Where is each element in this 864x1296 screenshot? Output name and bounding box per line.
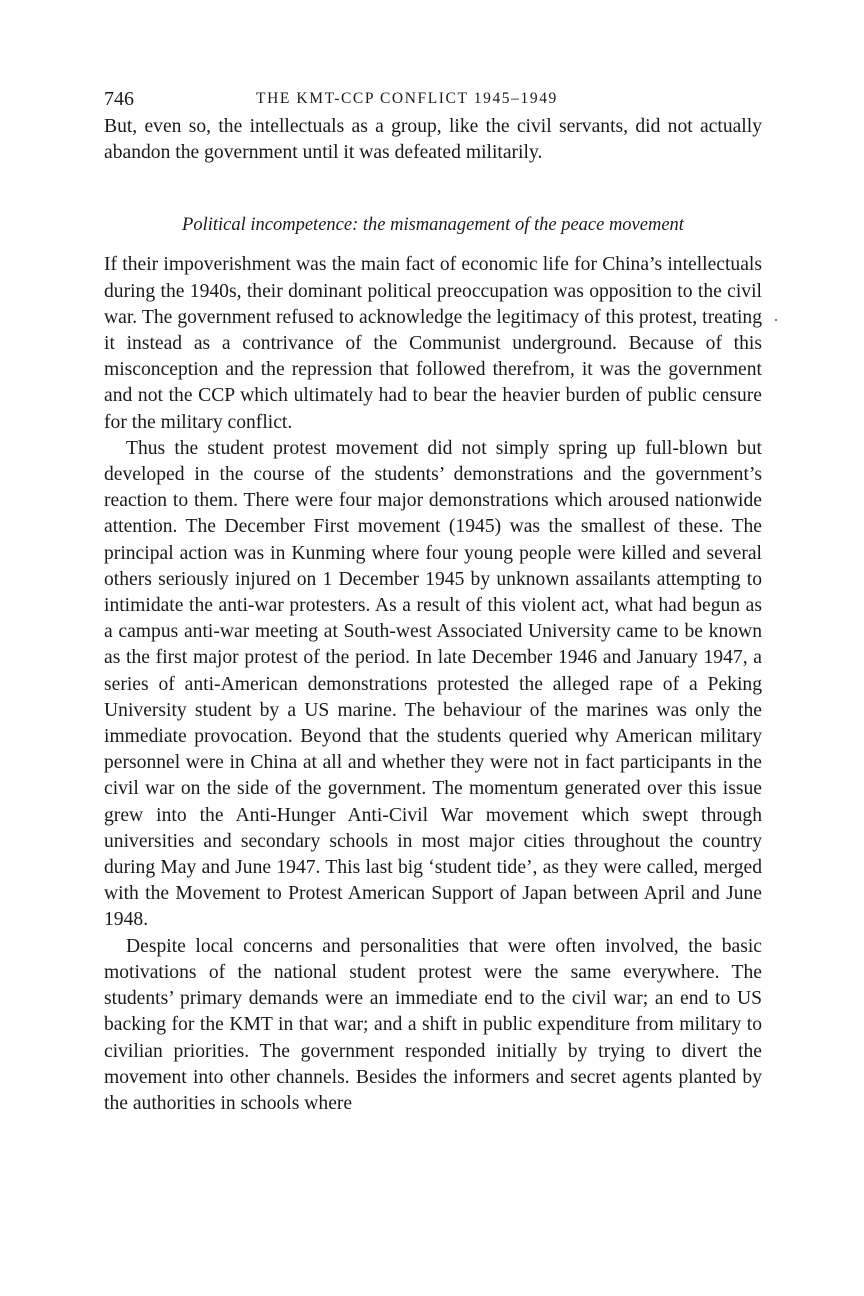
running-head xyxy=(104,84,762,114)
running-title: THE KMT-CCP CONFLICT 1945–1949 xyxy=(256,90,558,107)
paragraph-2: Thus the student protest movement did not simply spring up full-blown but developed in the course of the students’ demonstrations and the government’s reaction to them. There were four major demonstrations which aroused nationwide attention. The December First movement (1945) was the smallest of these. The principal action was in Kunming where four young people were killed and several others seriously injured on 1 December 1945 by unknown assailants attempting to intimidate the anti-war protesters. As a result of this violent act, what had begun as a campus anti-war meeting at South-west Associated University came to be known as the first major protest of the period. In late December 1946 and January 1947, a series of anti-American demonstrations protested the alleged rape of a Peking University student by a US marine. The behaviour of the marines was only the immediate provocation. Beyond that the students queried why American military personnel were in China at all and whether they were not in fact participants in the civil war on the side of the government. The momentum generated over this issue grew into the Anti-Hunger Anti-Civil War movement which swept through universities and secondary schools in most major cities throughout the country during May and June 1947. This last big ‘student tide’, as they were called, merged with the Movement to Protest American Support of Japan between April and June 1948. xyxy=(104,437,762,931)
page-number: 746 xyxy=(104,88,134,110)
section-heading: Political incompetence: the mismanagement of the peace movement xyxy=(182,215,684,236)
paragraph-3: Despite local concerns and personalities that were often involved, the basic motivations of the national student protest were the same everywhere. The students’ primary demands were an immediate end to the civil war; an end to US backing for the KMT in that war; and a shift in public expenditure from military to civilian priorities. The government responded initially by trying to divert the movement into other channels. Besides the informers and secret agents planted by the authorities in schools where xyxy=(104,935,762,1114)
opening-paragraph: But, even so, the intellectuals as a group, like the civil servants, did not actually abandon the government until it was defeated militarily. xyxy=(104,116,762,164)
paragraph-1: If their impoverishment was the main fact of economic life for China’s intellectuals during the 1940s, their dominant political preoccupation was opposition to the civil war. The government refused to acknowledge the legitimacy of this protest, treating it instead as a contrivance of the Communist underground. Because of this misconception and the repression that followed therefrom, it was the government and not the CCP which ultimately had to bear the heavier burden of public censure for the military conflict. xyxy=(104,254,762,433)
margin-mark xyxy=(775,319,777,321)
book-page xyxy=(104,84,762,1117)
